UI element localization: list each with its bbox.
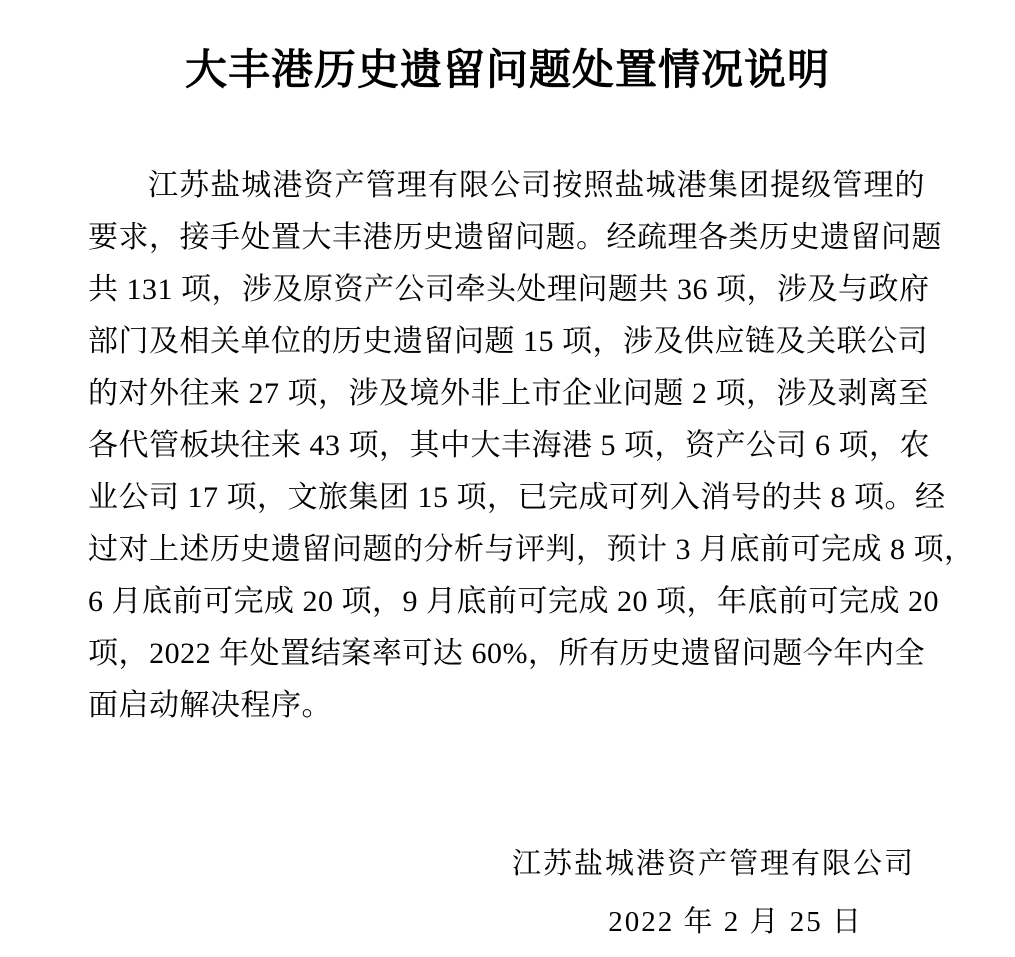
signature-date: 2022 年 2 月 25 日 <box>608 906 863 939</box>
body-line: 项，2022 年处置结案率可达 60%，所有历史遗留问题今年内全 <box>88 637 925 671</box>
body-line: 各代管板块往来 43 项，其中大丰海港 5 项，资产公司 6 项，农 <box>88 429 930 463</box>
body-line: 江苏盐城港资产管理有限公司按照盐城港集团提级管理的 <box>148 169 925 203</box>
body-line: 的对外往来 27 项，涉及境外非上市企业问题 2 项，涉及剥离至 <box>88 377 929 411</box>
body-line: 过对上述历史遗留问题的分析与评判，预计 3 月底前可完成 8 项， <box>88 533 975 567</box>
document-body <box>0 160 1015 732</box>
signature-company: 江苏盐城港资产管理有限公司 <box>511 848 915 881</box>
body-line: 6 月底前可完成 20 项，9 月底前可完成 20 项，年底前可完成 20 <box>88 585 939 619</box>
body-line: 面启动解决程序。 <box>88 689 332 723</box>
body-line: 要求，接手处置大丰港历史遗留问题。经疏理各类历史遗留问题 <box>88 221 942 255</box>
signature-block <box>0 844 1015 942</box>
body-line: 业公司 17 项，文旅集团 15 项，已完成可列入消号的共 8 项。经 <box>88 481 946 515</box>
body-line: 部门及相关单位的历史遗留问题 15 项，涉及供应链及关联公司 <box>88 325 928 359</box>
document-title: 大丰港历史遗留问题处置情况说明 <box>184 48 830 94</box>
body-line: 共 131 项，涉及原资产公司牵头处理问题共 36 项，涉及与政府 <box>88 273 930 307</box>
